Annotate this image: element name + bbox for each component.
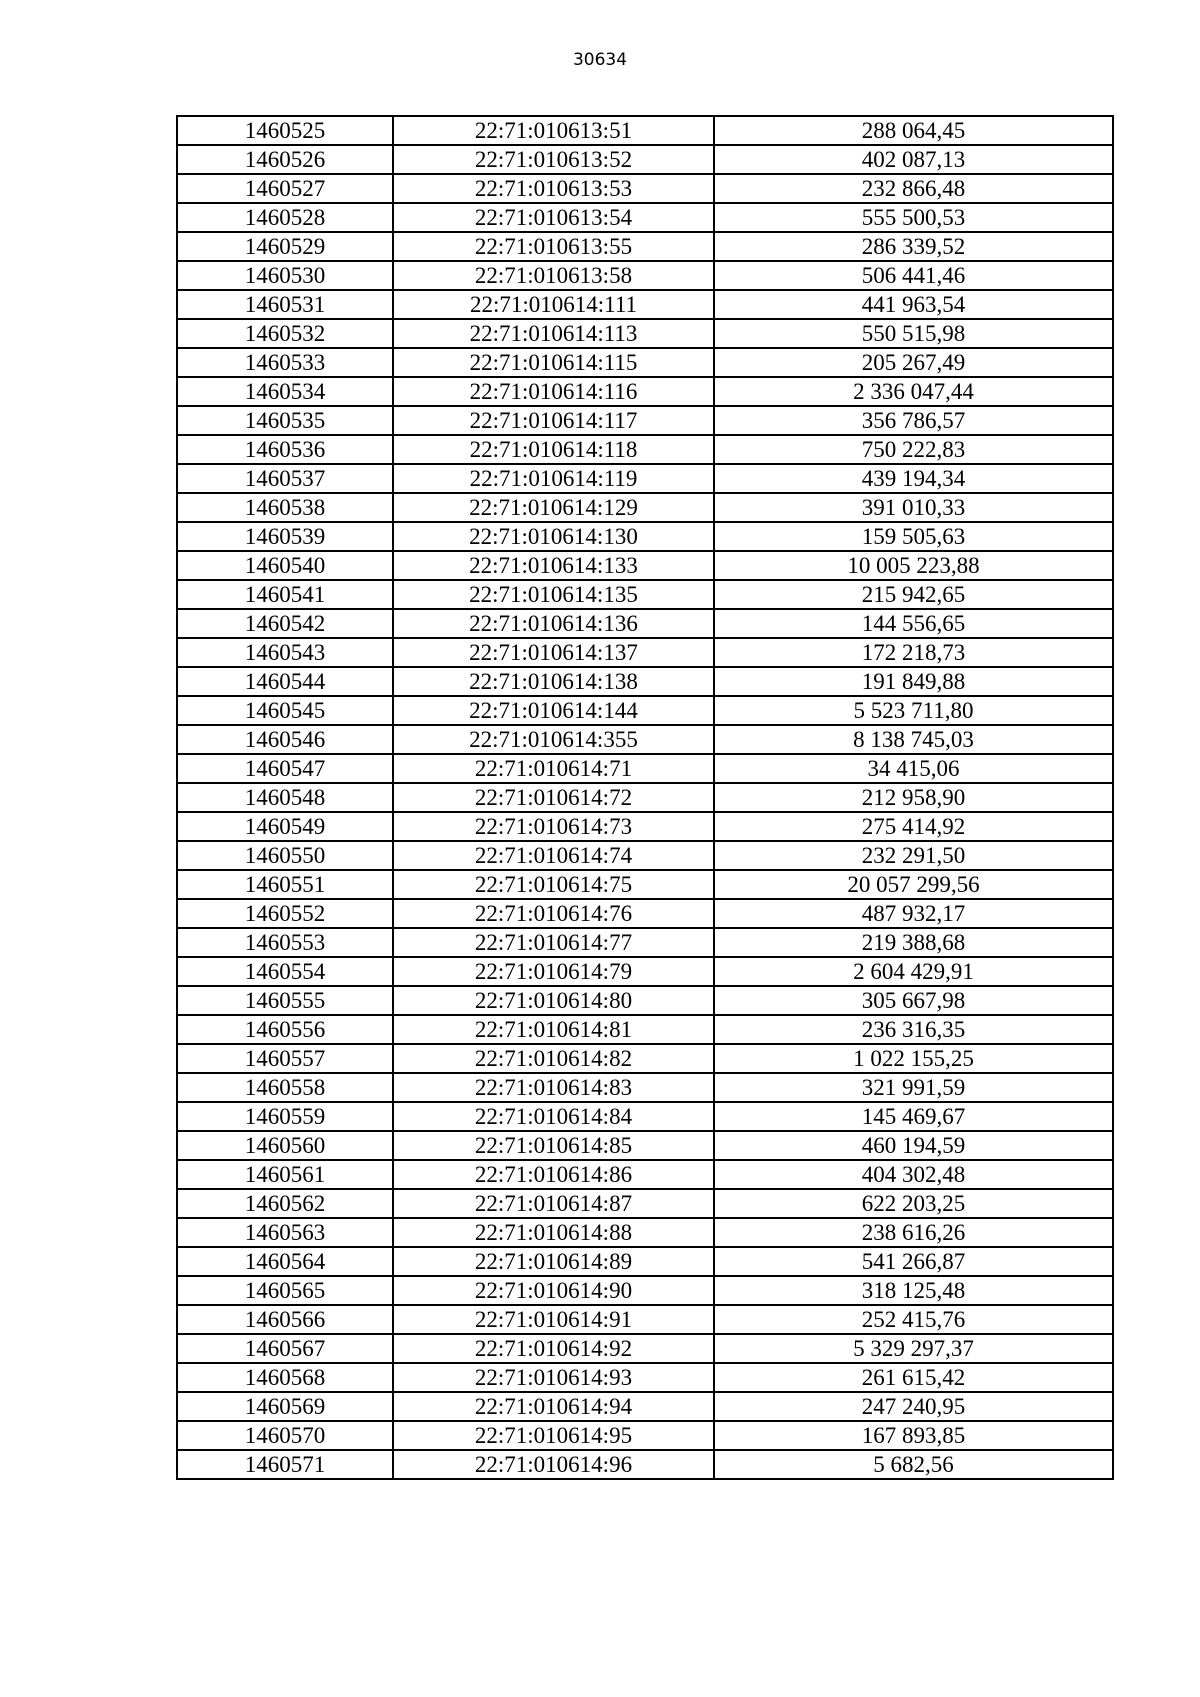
table-row xyxy=(177,580,1113,609)
table-row xyxy=(177,1218,1113,1247)
table-row xyxy=(177,1392,1113,1421)
table-row xyxy=(177,1363,1113,1392)
table-row xyxy=(177,406,1113,435)
record-number-cell: 1460560 xyxy=(177,1131,393,1160)
record-number-cell: 1460568 xyxy=(177,1363,393,1392)
table-row xyxy=(177,1160,1113,1189)
value-cell: 288 064,45 xyxy=(714,116,1113,145)
cadastral-number-cell: 22:71:010614:94 xyxy=(393,1392,714,1421)
record-number-cell: 1460537 xyxy=(177,464,393,493)
cadastral-number-cell: 22:71:010614:136 xyxy=(393,609,714,638)
cadastral-number-cell: 22:71:010613:58 xyxy=(393,261,714,290)
record-number-cell: 1460567 xyxy=(177,1334,393,1363)
cadastral-number-cell: 22:71:010614:73 xyxy=(393,812,714,841)
table-row xyxy=(177,290,1113,319)
table-row xyxy=(177,1189,1113,1218)
record-number-cell: 1460542 xyxy=(177,609,393,638)
value-cell: 541 266,87 xyxy=(714,1247,1113,1276)
record-number-cell: 1460561 xyxy=(177,1160,393,1189)
cadastral-number-cell: 22:71:010614:72 xyxy=(393,783,714,812)
cadastral-number-cell: 22:71:010614:116 xyxy=(393,377,714,406)
record-number-cell: 1460545 xyxy=(177,696,393,725)
record-number-cell: 1460541 xyxy=(177,580,393,609)
value-cell: 2 604 429,91 xyxy=(714,957,1113,986)
cadastral-number-cell: 22:71:010614:135 xyxy=(393,580,714,609)
cadastral-number-cell: 22:71:010614:113 xyxy=(393,319,714,348)
record-number-cell: 1460534 xyxy=(177,377,393,406)
record-number-cell: 1460565 xyxy=(177,1276,393,1305)
cadastral-number-cell: 22:71:010614:115 xyxy=(393,348,714,377)
value-cell: 8 138 745,03 xyxy=(714,725,1113,754)
table-row xyxy=(177,464,1113,493)
value-cell: 441 963,54 xyxy=(714,290,1113,319)
record-number-cell: 1460562 xyxy=(177,1189,393,1218)
cadastral-number-cell: 22:71:010614:129 xyxy=(393,493,714,522)
value-cell: 487 932,17 xyxy=(714,899,1113,928)
record-number-cell: 1460530 xyxy=(177,261,393,290)
table-row xyxy=(177,435,1113,464)
cadastral-number-cell: 22:71:010614:96 xyxy=(393,1450,714,1479)
value-cell: 219 388,68 xyxy=(714,928,1113,957)
value-cell: 191 849,88 xyxy=(714,667,1113,696)
record-number-cell: 1460558 xyxy=(177,1073,393,1102)
value-cell: 232 866,48 xyxy=(714,174,1113,203)
value-cell: 5 682,56 xyxy=(714,1450,1113,1479)
record-number-cell: 1460564 xyxy=(177,1247,393,1276)
cadastral-number-cell: 22:71:010613:55 xyxy=(393,232,714,261)
table-row xyxy=(177,1421,1113,1450)
value-cell: 261 615,42 xyxy=(714,1363,1113,1392)
table-row xyxy=(177,1450,1113,1479)
value-cell: 305 667,98 xyxy=(714,986,1113,1015)
record-number-cell: 1460531 xyxy=(177,290,393,319)
value-cell: 167 893,85 xyxy=(714,1421,1113,1450)
page-number: 30634 xyxy=(572,50,628,70)
table-body xyxy=(177,116,1113,1479)
value-cell: 318 125,48 xyxy=(714,1276,1113,1305)
record-number-cell: 1460526 xyxy=(177,145,393,174)
cadastral-number-cell: 22:71:010614:76 xyxy=(393,899,714,928)
cadastral-number-cell: 22:71:010614:75 xyxy=(393,870,714,899)
record-number-cell: 1460532 xyxy=(177,319,393,348)
cadastral-number-cell: 22:71:010614:81 xyxy=(393,1015,714,1044)
record-number-cell: 1460556 xyxy=(177,1015,393,1044)
cadastral-number-cell: 22:71:010614:92 xyxy=(393,1334,714,1363)
cadastral-number-cell: 22:71:010614:84 xyxy=(393,1102,714,1131)
table-row xyxy=(177,609,1113,638)
cadastral-number-cell: 22:71:010614:144 xyxy=(393,696,714,725)
value-cell: 1 022 155,25 xyxy=(714,1044,1113,1073)
cadastral-number-cell: 22:71:010614:71 xyxy=(393,754,714,783)
value-cell: 238 616,26 xyxy=(714,1218,1113,1247)
value-cell: 391 010,33 xyxy=(714,493,1113,522)
value-cell: 550 515,98 xyxy=(714,319,1113,348)
value-cell: 404 302,48 xyxy=(714,1160,1113,1189)
table-row xyxy=(177,783,1113,812)
table-row xyxy=(177,870,1113,899)
cadastral-number-cell: 22:71:010614:82 xyxy=(393,1044,714,1073)
cadastral-number-cell: 22:71:010614:117 xyxy=(393,406,714,435)
record-number-cell: 1460557 xyxy=(177,1044,393,1073)
table-row xyxy=(177,841,1113,870)
record-number-cell: 1460543 xyxy=(177,638,393,667)
table-row xyxy=(177,551,1113,580)
cadastral-number-cell: 22:71:010614:80 xyxy=(393,986,714,1015)
cadastral-number-cell: 22:71:010614:83 xyxy=(393,1073,714,1102)
table-row xyxy=(177,696,1113,725)
value-cell: 622 203,25 xyxy=(714,1189,1113,1218)
value-cell: 460 194,59 xyxy=(714,1131,1113,1160)
cadastral-number-cell: 22:71:010614:93 xyxy=(393,1363,714,1392)
record-number-cell: 1460525 xyxy=(177,116,393,145)
value-cell: 5 523 711,80 xyxy=(714,696,1113,725)
table-row xyxy=(177,638,1113,667)
cadastral-number-cell: 22:71:010614:118 xyxy=(393,435,714,464)
cadastral-number-cell: 22:71:010613:51 xyxy=(393,116,714,145)
record-number-cell: 1460552 xyxy=(177,899,393,928)
cadastral-number-cell: 22:71:010614:130 xyxy=(393,522,714,551)
value-cell: 232 291,50 xyxy=(714,841,1113,870)
value-cell: 5 329 297,37 xyxy=(714,1334,1113,1363)
value-cell: 144 556,65 xyxy=(714,609,1113,638)
cadastral-number-cell: 22:71:010614:95 xyxy=(393,1421,714,1450)
record-number-cell: 1460533 xyxy=(177,348,393,377)
record-number-cell: 1460540 xyxy=(177,551,393,580)
record-number-cell: 1460539 xyxy=(177,522,393,551)
cadastral-number-cell: 22:71:010614:79 xyxy=(393,957,714,986)
record-number-cell: 1460544 xyxy=(177,667,393,696)
cadastral-number-cell: 22:71:010614:138 xyxy=(393,667,714,696)
cadastral-number-cell: 22:71:010614:90 xyxy=(393,1276,714,1305)
record-number-cell: 1460566 xyxy=(177,1305,393,1334)
cadastral-number-cell: 22:71:010614:355 xyxy=(393,725,714,754)
table-row xyxy=(177,986,1113,1015)
table-row xyxy=(177,1073,1113,1102)
value-cell: 506 441,46 xyxy=(714,261,1113,290)
cadastral-number-cell: 22:71:010614:133 xyxy=(393,551,714,580)
table-row xyxy=(177,1305,1113,1334)
record-number-cell: 1460555 xyxy=(177,986,393,1015)
value-cell: 321 991,59 xyxy=(714,1073,1113,1102)
value-cell: 439 194,34 xyxy=(714,464,1113,493)
table-row xyxy=(177,667,1113,696)
record-number-cell: 1460549 xyxy=(177,812,393,841)
record-number-cell: 1460559 xyxy=(177,1102,393,1131)
table-row xyxy=(177,725,1113,754)
table-row xyxy=(177,899,1113,928)
value-cell: 20 057 299,56 xyxy=(714,870,1113,899)
record-number-cell: 1460547 xyxy=(177,754,393,783)
value-cell: 286 339,52 xyxy=(714,232,1113,261)
table-row xyxy=(177,1102,1113,1131)
table-row xyxy=(177,957,1113,986)
record-number-cell: 1460529 xyxy=(177,232,393,261)
table-row xyxy=(177,522,1113,551)
table-row xyxy=(177,754,1113,783)
value-cell: 10 005 223,88 xyxy=(714,551,1113,580)
value-cell: 247 240,95 xyxy=(714,1392,1113,1421)
cadastral-number-cell: 22:71:010614:91 xyxy=(393,1305,714,1334)
record-number-cell: 1460528 xyxy=(177,203,393,232)
table-row xyxy=(177,319,1113,348)
table-row xyxy=(177,348,1113,377)
cadastral-number-cell: 22:71:010614:86 xyxy=(393,1160,714,1189)
table-row xyxy=(177,174,1113,203)
table-row xyxy=(177,493,1113,522)
record-number-cell: 1460551 xyxy=(177,870,393,899)
value-cell: 275 414,92 xyxy=(714,812,1113,841)
value-cell: 750 222,83 xyxy=(714,435,1113,464)
table-row xyxy=(177,812,1113,841)
record-number-cell: 1460563 xyxy=(177,1218,393,1247)
value-cell: 356 786,57 xyxy=(714,406,1113,435)
record-number-cell: 1460569 xyxy=(177,1392,393,1421)
record-number-cell: 1460527 xyxy=(177,174,393,203)
value-cell: 402 087,13 xyxy=(714,145,1113,174)
table-row xyxy=(177,1015,1113,1044)
record-number-cell: 1460538 xyxy=(177,493,393,522)
record-number-cell: 1460571 xyxy=(177,1450,393,1479)
value-cell: 555 500,53 xyxy=(714,203,1113,232)
cadastral-number-cell: 22:71:010614:137 xyxy=(393,638,714,667)
value-cell: 172 218,73 xyxy=(714,638,1113,667)
table-row xyxy=(177,116,1113,145)
cadastral-number-cell: 22:71:010614:74 xyxy=(393,841,714,870)
table-row xyxy=(177,203,1113,232)
value-cell: 145 469,67 xyxy=(714,1102,1113,1131)
cadastral-number-cell: 22:71:010613:52 xyxy=(393,145,714,174)
table-row xyxy=(177,261,1113,290)
table-row xyxy=(177,928,1113,957)
data-table xyxy=(176,115,1114,1480)
cadastral-number-cell: 22:71:010614:85 xyxy=(393,1131,714,1160)
table-row xyxy=(177,1131,1113,1160)
record-number-cell: 1460550 xyxy=(177,841,393,870)
record-number-cell: 1460553 xyxy=(177,928,393,957)
cadastral-number-cell: 22:71:010614:119 xyxy=(393,464,714,493)
cadastral-number-cell: 22:71:010614:88 xyxy=(393,1218,714,1247)
table-row xyxy=(177,145,1113,174)
value-cell: 215 942,65 xyxy=(714,580,1113,609)
record-number-cell: 1460548 xyxy=(177,783,393,812)
cadastral-number-cell: 22:71:010613:53 xyxy=(393,174,714,203)
table-row xyxy=(177,1044,1113,1073)
record-number-cell: 1460536 xyxy=(177,435,393,464)
record-number-cell: 1460554 xyxy=(177,957,393,986)
value-cell: 212 958,90 xyxy=(714,783,1113,812)
value-cell: 34 415,06 xyxy=(714,754,1113,783)
value-cell: 236 316,35 xyxy=(714,1015,1113,1044)
table-row xyxy=(177,1276,1113,1305)
record-number-cell: 1460546 xyxy=(177,725,393,754)
table-row xyxy=(177,1247,1113,1276)
record-number-cell: 1460535 xyxy=(177,406,393,435)
cadastral-number-cell: 22:71:010614:87 xyxy=(393,1189,714,1218)
value-cell: 205 267,49 xyxy=(714,348,1113,377)
cadastral-number-cell: 22:71:010614:77 xyxy=(393,928,714,957)
cadastral-number-cell: 22:71:010614:111 xyxy=(393,290,714,319)
table-row xyxy=(177,232,1113,261)
cadastral-number-cell: 22:71:010614:89 xyxy=(393,1247,714,1276)
value-cell: 159 505,63 xyxy=(714,522,1113,551)
record-number-cell: 1460570 xyxy=(177,1421,393,1450)
cadastral-number-cell: 22:71:010613:54 xyxy=(393,203,714,232)
table-row xyxy=(177,377,1113,406)
value-cell: 252 415,76 xyxy=(714,1305,1113,1334)
value-cell: 2 336 047,44 xyxy=(714,377,1113,406)
table-row xyxy=(177,1334,1113,1363)
